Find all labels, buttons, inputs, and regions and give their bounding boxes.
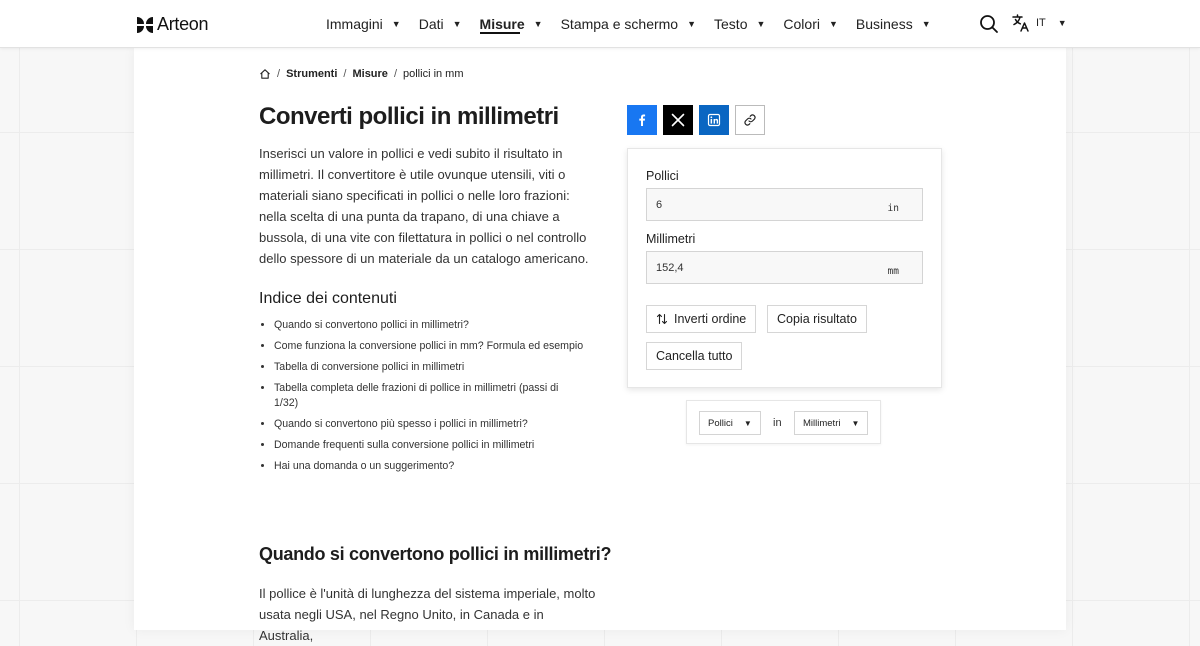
chevron-down-icon: ▼ [452, 19, 462, 29]
page-title: Converti pollici in millimetri [259, 103, 559, 130]
share-x-button[interactable] [663, 105, 693, 135]
nav-item-stampa-e-schermo[interactable]: Stampa e schermo ▼ [560, 16, 697, 32]
inches-value: 6 [656, 199, 663, 211]
chevron-down-icon: ▼ [687, 19, 697, 29]
toc-link[interactable]: • Tabella di conversione pollici in millimetri [274, 360, 584, 375]
toc-link[interactable]: • Domande frequenti sulla conversione pollici in millimetri [274, 438, 584, 453]
chevron-down-icon: ▼ [1057, 18, 1067, 28]
chevron-down-icon: ▼ [533, 19, 543, 29]
nav-item-colori[interactable]: Colori ▼ [783, 16, 838, 32]
intro-paragraph: Inserisci un valore in pollici e vedi subito il risultato in millimetri. Il convertitore è utile ovunque utensili, viti o materiali siano specificati in pollici o nelle loro frazioni: nella scelta di una punta da trapano, di una chiave a bussola, di una vite con filettatura in pollici o nel controllo dello spessore di un materiale da un catalogo americano. [259, 146, 589, 266]
nav-item-testo[interactable]: Testo ▼ [714, 16, 766, 32]
breadcrumb-item-misure[interactable]: Misure [352, 68, 388, 80]
brand-name: Arteon [157, 14, 209, 34]
toc-link[interactable]: • Come funziona la conversione pollici in mm? Formula ed esempio [274, 339, 584, 354]
language-code: IT [1036, 17, 1046, 29]
millimeters-value: 152,4 [656, 262, 684, 274]
linkedin-icon [707, 113, 721, 127]
chevron-down-icon: ▼ [391, 19, 401, 29]
breadcrumb-separator: / [393, 68, 397, 80]
breadcrumb-separator: / [343, 68, 347, 80]
translate-icon [1012, 14, 1030, 32]
inches-input[interactable] [646, 188, 923, 221]
from-unit-select[interactable]: Pollici ▼ [699, 411, 761, 435]
table-of-contents [274, 318, 584, 480]
inches-unit: in [887, 203, 899, 214]
top-navigation-bar [0, 0, 1200, 48]
share-buttons [627, 105, 765, 135]
swap-order-button[interactable]: Inverti ordine [646, 305, 756, 333]
chevron-down-icon: ▼ [743, 418, 752, 428]
toc-heading: Indice dei contenuti [259, 290, 397, 307]
chevron-down-icon: ▼ [851, 418, 860, 428]
share-linkedin-button[interactable] [699, 105, 729, 135]
chevron-down-icon: ▼ [828, 19, 838, 29]
to-unit-select[interactable]: Millimetri ▼ [794, 411, 868, 435]
nav-item-immagini[interactable]: Immagini ▼ [326, 16, 401, 32]
nav-item-business[interactable]: Business ▼ [855, 16, 931, 32]
clear-all-button[interactable]: Cancella tutto [646, 342, 742, 370]
content-page [134, 48, 1066, 643]
copy-result-button[interactable]: Copia risultato [767, 305, 867, 333]
unit-connector: in [773, 417, 782, 429]
search-icon [979, 14, 999, 34]
share-facebook-button[interactable] [627, 105, 657, 135]
copy-link-button[interactable] [735, 105, 765, 135]
breadcrumb-separator: / [277, 68, 281, 80]
inches-label: Pollici [646, 169, 679, 183]
search-button[interactable] [979, 14, 999, 34]
toc-link[interactable]: • Tabella completa delle frazioni di pollice in millimetri (passi di 1/32) [274, 381, 584, 411]
facebook-icon [635, 113, 649, 127]
nav-item-dati[interactable]: Dati ▼ [418, 16, 462, 32]
unit-selector [686, 400, 881, 444]
millimeters-unit: mm [887, 266, 899, 277]
brand-logo-icon [137, 17, 153, 33]
language-selector[interactable] [1012, 14, 1067, 32]
chevron-down-icon: ▼ [921, 19, 931, 29]
breadcrumb-item-strumenti[interactable]: Strumenti [286, 68, 338, 80]
brand-logo[interactable] [137, 14, 208, 35]
nav-item-misure[interactable]: Misure ▼ [479, 16, 543, 32]
chevron-down-icon: ▼ [756, 19, 766, 29]
breadcrumb [259, 68, 464, 80]
section-heading: Quando si convertono pollici in millimetri? [259, 544, 612, 564]
home-icon[interactable] [259, 68, 271, 80]
converter-card [627, 148, 942, 388]
toc-link[interactable]: • Quando si convertono più spesso i pollici in millimetri? [274, 417, 584, 432]
breadcrumb-current: pollici in mm [403, 68, 464, 80]
swap-vertical-icon [656, 313, 668, 325]
toc-link[interactable]: • Hai una domanda o un suggerimento? [274, 459, 584, 474]
millimeters-input[interactable] [646, 251, 923, 284]
main-nav [326, 0, 949, 48]
toc-link[interactable]: • Quando si convertono pollici in millimetri? [274, 318, 584, 333]
link-icon [743, 113, 757, 127]
section-paragraph: Il pollice è l'unità di lunghezza del sistema imperiale, molto usata negli USA, nel Regno Unito, in Canada e in Australia, [259, 586, 596, 643]
millimeters-label: Millimetri [646, 232, 696, 246]
x-icon [671, 113, 685, 127]
